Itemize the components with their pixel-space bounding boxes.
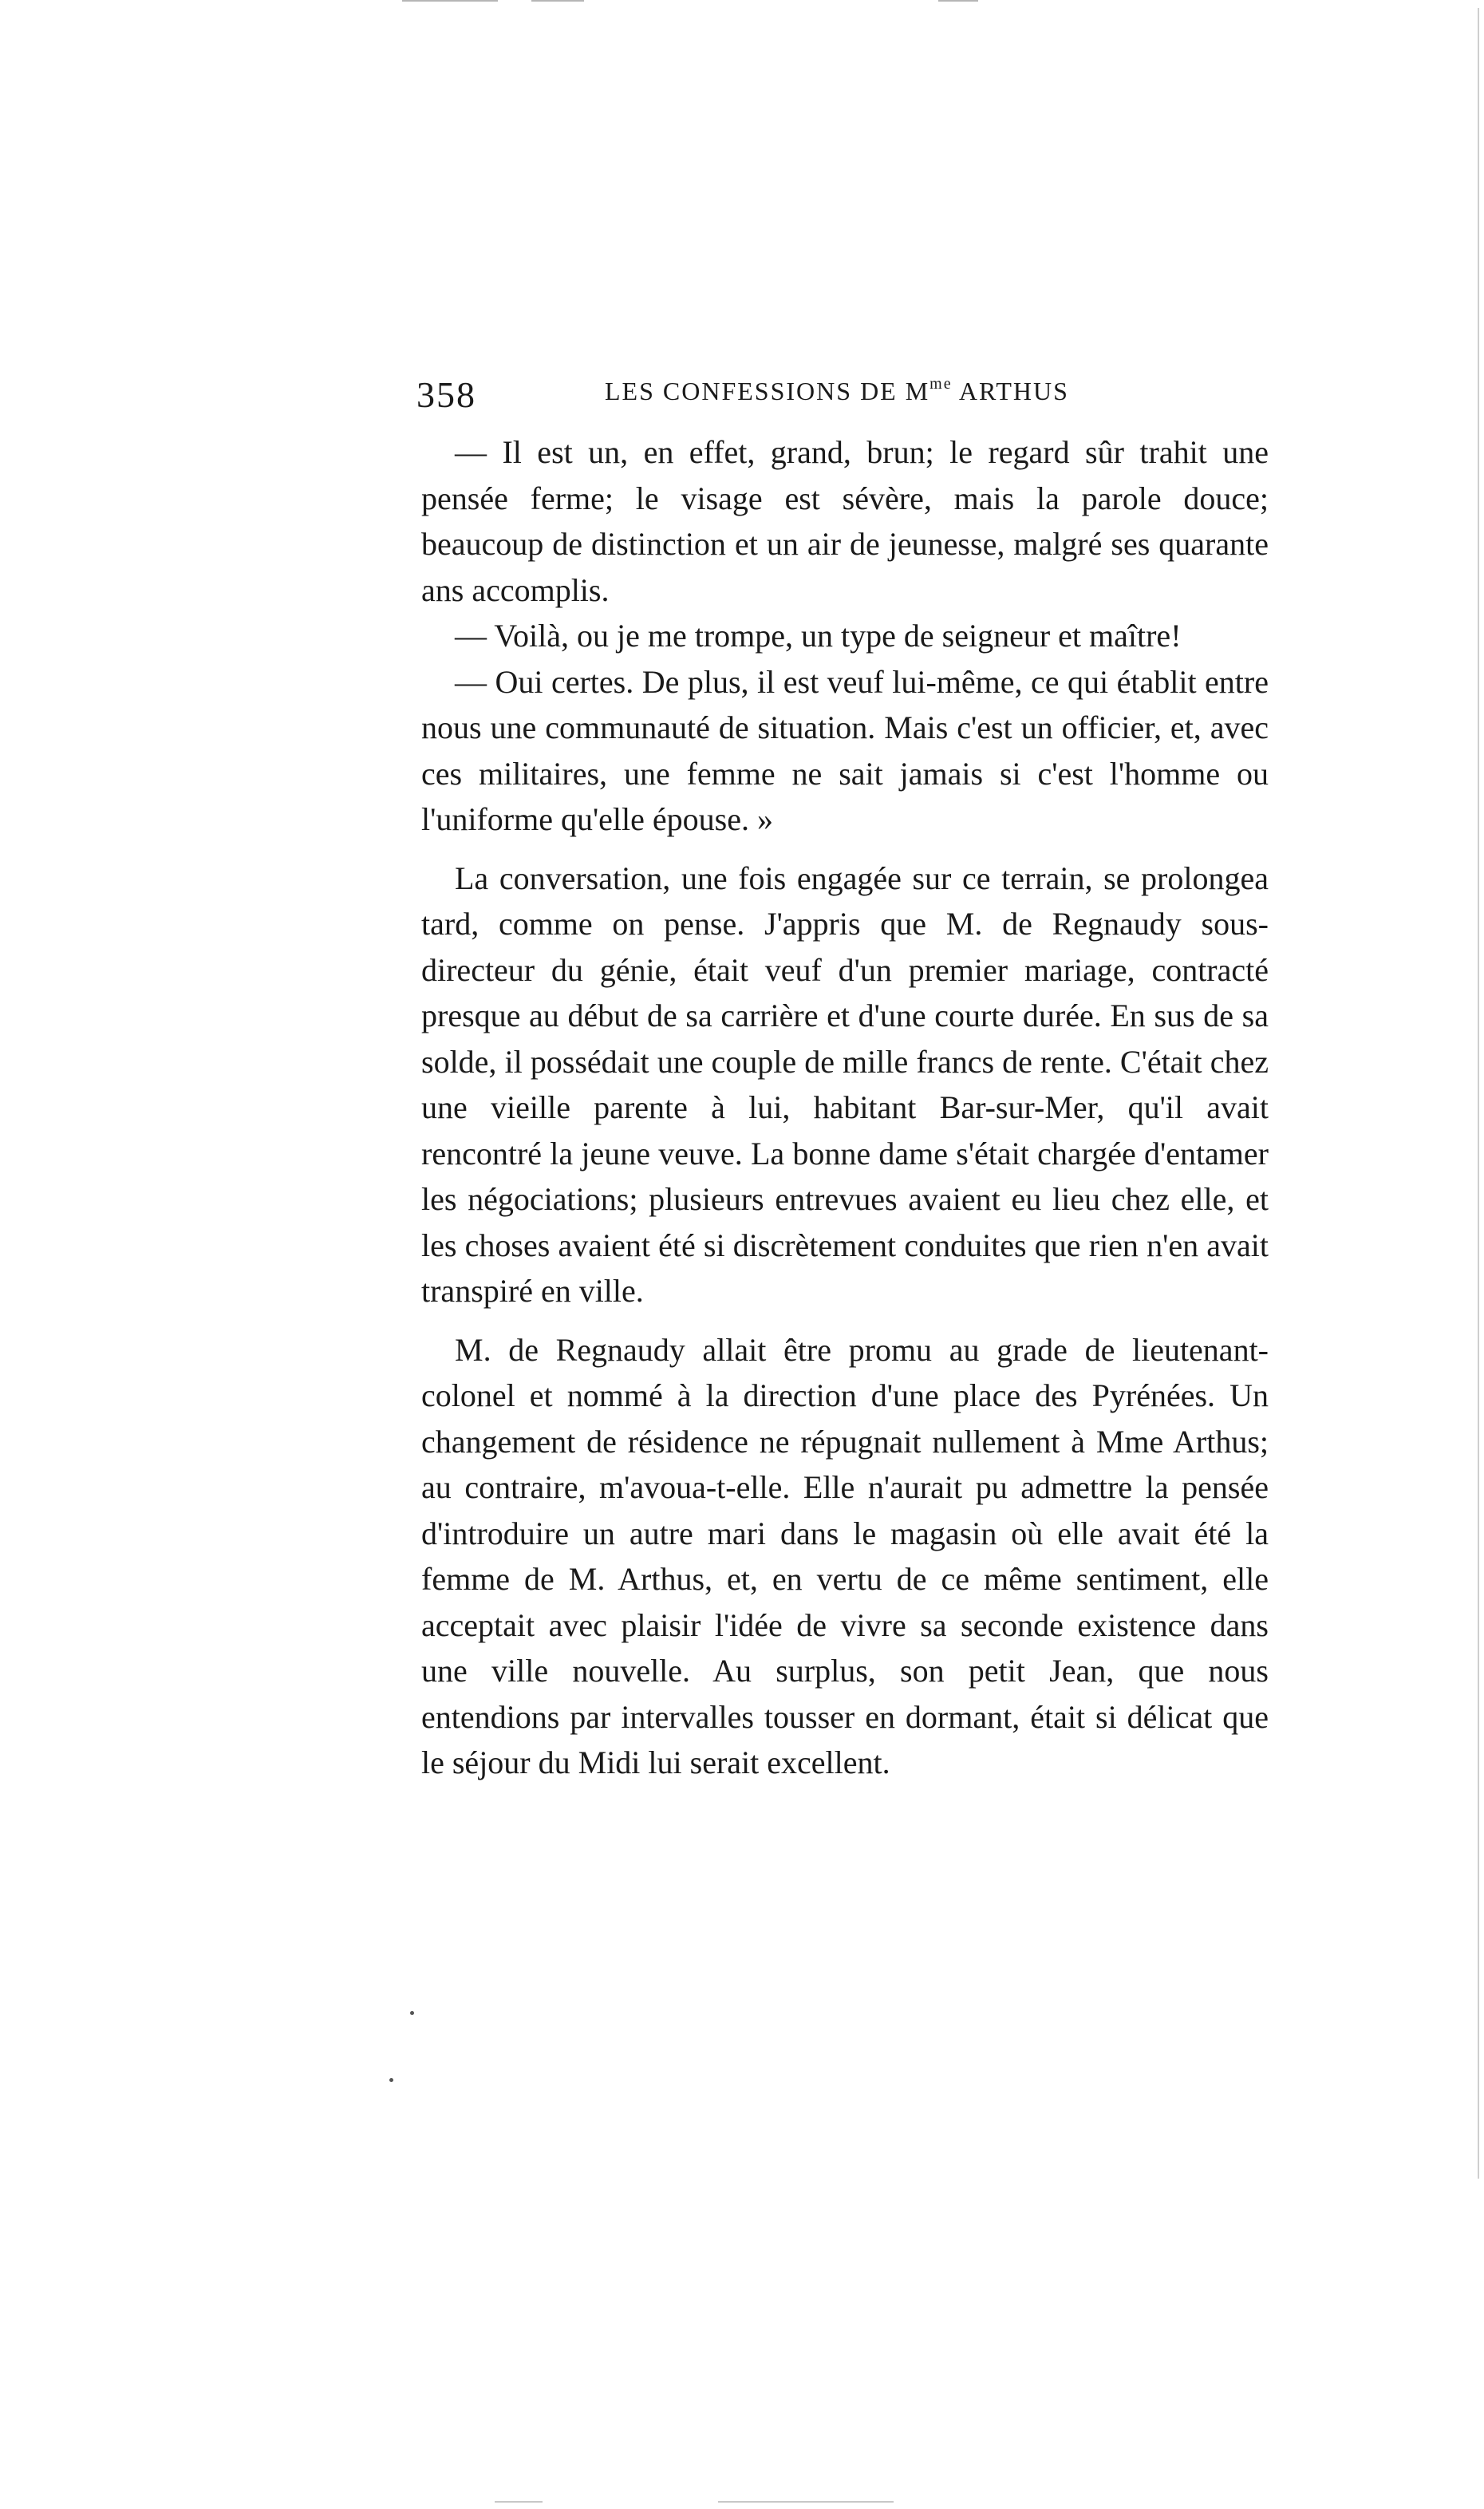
paragraph: M. de Regnaudy allait être promu au grade de lieutenant-colonel et nommé à la direction d'une place des Pyrénées. Un changement de résidence ne répugnait nullement à Mme Arthus; au contraire, m'avoua-t-elle. Elle n'aurait pu admettre la pensée d'introduire un autre mari dans le magasin où elle avait été la femme de M. Arthus, et, en vertu de ce même sentiment, elle acceptait avec plaisir l'idée de vivre sa seconde existence dans une ville nouvelle. Au surplus, son petit Jean, que nous entendions par intervalles tousser en dormant, était si délicat que le séjour du Midi lui serait excellent. [421,1331,1269,1780]
paragraph: — Voilà, ou je me trompe, un type de seigneur et maître! [455,618,1182,654]
scan-edge-mark [938,0,978,2]
running-head [605,375,1069,406]
body-text [421,429,1269,1786]
paragraph: — Oui certes. De plus, il est veuf lui-même, ce qui établit entre nous une communauté de situation. Mais c'est un officier, et, avec ces militaires, une femme ne sait jamais si c'est l'homme ou l'uniforme qu'elle épouse. » [421,663,1269,837]
scan-edge-mark [718,2501,894,2503]
scan-edge-mark [531,0,584,2]
running-head-superscript: me [929,375,953,393]
scan-edge-mark [495,2501,543,2503]
paragraph: La conversation, une fois engagée sur ce terrain, se prolongea tard, comme on pense. J'appris que M. de Regnaudy sous-directeur du génie, était veuf d'un premier mariage, contracté presque au début de sa carrière et d'une courte durée. En sus de sa solde, il possédait une couple de mille francs de rente. C'était chez une vieille parente à lui, habitant Bar-sur-Mer, qu'il avait rencontré la jeune veuve. La bonne dame s'était chargée d'entamer les négociations; plusieurs entrevues avaient eu lieu chez elle, et les choses avaient été si discrètement conduites que rien n'en avait transpiré en ville. [421,859,1269,1309]
running-head-suffix: ARTHUS [952,377,1069,405]
ink-speck [410,2011,414,2015]
running-head-prefix: LES CONFESSIONS DE M [605,377,930,405]
ink-speck [389,2078,393,2082]
paragraph: — Il est un, en effet, grand, brun; le regard sûr trahit une pensée ferme; le visage est sévère, mais la parole douce; beaucoup de distinction et un air de jeunesse, malgré ses quarante ans accomplis. [421,434,1269,608]
scan-edge-mark [402,0,498,2]
page-header [416,369,1270,417]
page-edge-rule [1478,8,1479,2179]
page-number: 358 [416,374,476,415]
